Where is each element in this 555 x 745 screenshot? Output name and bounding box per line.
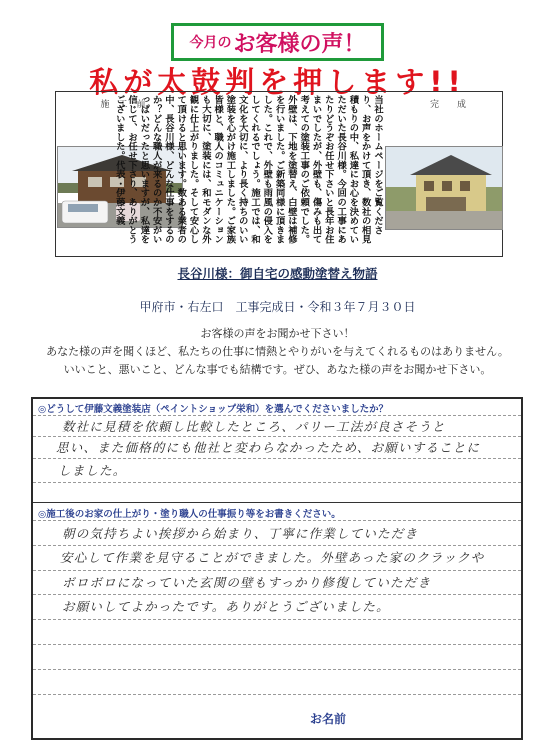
- question-1: ◎どうして伊藤文義塗装店（ペイントショップ栄和）を選んでくださいましたか？: [38, 404, 389, 415]
- banner-prefix: 今月の: [189, 35, 232, 51]
- answer-1-line-3: しました。: [58, 463, 127, 478]
- answer-1-line-2: 思い、また価格的にも他社と変わらなかったため、お願いすることに: [56, 440, 481, 455]
- form-rule: [33, 669, 521, 670]
- form-rule: [33, 520, 521, 521]
- title-banner: [171, 23, 384, 61]
- answer-2-line-1: 朝の気持ちよい挨拶から始まり、丁寧に作業していただき: [62, 526, 419, 541]
- intro-line-3: いいこと、悪いこと、どんな事でも結構です。ぜひ、あなた様の声をお聞かせ下さい。: [63, 363, 492, 376]
- question-2: ◎施工後のお家の仕上がり・塗り職人の仕事振り等をお書きください。: [38, 509, 341, 520]
- story-letter: 当社のホームページをご覧くださり、お声をかけて頂き、数社の相見積もりの中、私達にお心を決めていただいた長谷川様。今回の工事にあたりどうぞお任せ下さいと長年お住まいでしたが、外壁も、傷みも出て考えての塗装工事のご依頼でした。外壁は、下地を塗替え、白壁は補修を行いました。ご新築同様に頂きました。これで、外壁も雨風の侵入をしてくれるでしょう。施工では、和文化を大切に、より長く持ちのいい塗装を心がけ施工しました。ご家族皆様と、職人のコミュニケーションも大切に、塗装には、和モダンな外観に仕上がりました。そして安心して頂けると思います。数ある業者の中、長谷川様、どんな仕事をするのか？どんな職人が来るのか不安がいっぱいだったと思いますが、私達を信じて、お任せ下さり、ありがとうございました。代表・伊藤文義: [113, 95, 383, 244]
- story-title: 長谷川様：御自宅の感動塗替え物語: [177, 266, 378, 281]
- form-rule: [33, 436, 521, 437]
- answer-2-line-2: 安心して作業を見守ることができました。外壁あった家のクラックや: [60, 550, 485, 565]
- answer-2-line-4: お願いしてよかったです。ありがとうございました。: [62, 599, 390, 614]
- intro-line-1: お客様の声をお聞かせ下さい！: [200, 327, 355, 340]
- form-rule: [33, 594, 521, 595]
- section-divider: [33, 502, 521, 503]
- form-rule: [33, 458, 521, 459]
- banner-title: お客様の声！: [233, 30, 366, 57]
- answer-2-line-3: ボロボロになっていた玄関の壁もすっかり修復していただき: [62, 575, 432, 590]
- form-rule: [33, 570, 521, 571]
- completion-info: 甲府市・右左口 工事完成日・令和３年７月３０日: [139, 300, 416, 314]
- catchphrase: 私が太鼓判を押します!!: [89, 65, 466, 99]
- before-label: 施 工 前: [100, 100, 146, 110]
- name-label: お名前: [310, 712, 347, 726]
- form-rule: [33, 619, 521, 620]
- form-rule: [33, 545, 521, 546]
- after-photo: [385, 146, 503, 230]
- after-label: 完 成: [429, 100, 466, 110]
- intro-line-2: あなた様の声を聞くほど、私たちの仕事に情熱とやりがいを与えてくれるものはありません。: [46, 345, 509, 358]
- answer-1-line-1: 数社に見積を依頼し比較したところ、パリー工法が良さそうと: [62, 419, 446, 434]
- form-rule: [33, 694, 521, 695]
- form-rule: [33, 644, 521, 645]
- form-rule: [33, 415, 521, 416]
- form-rule: [33, 482, 521, 483]
